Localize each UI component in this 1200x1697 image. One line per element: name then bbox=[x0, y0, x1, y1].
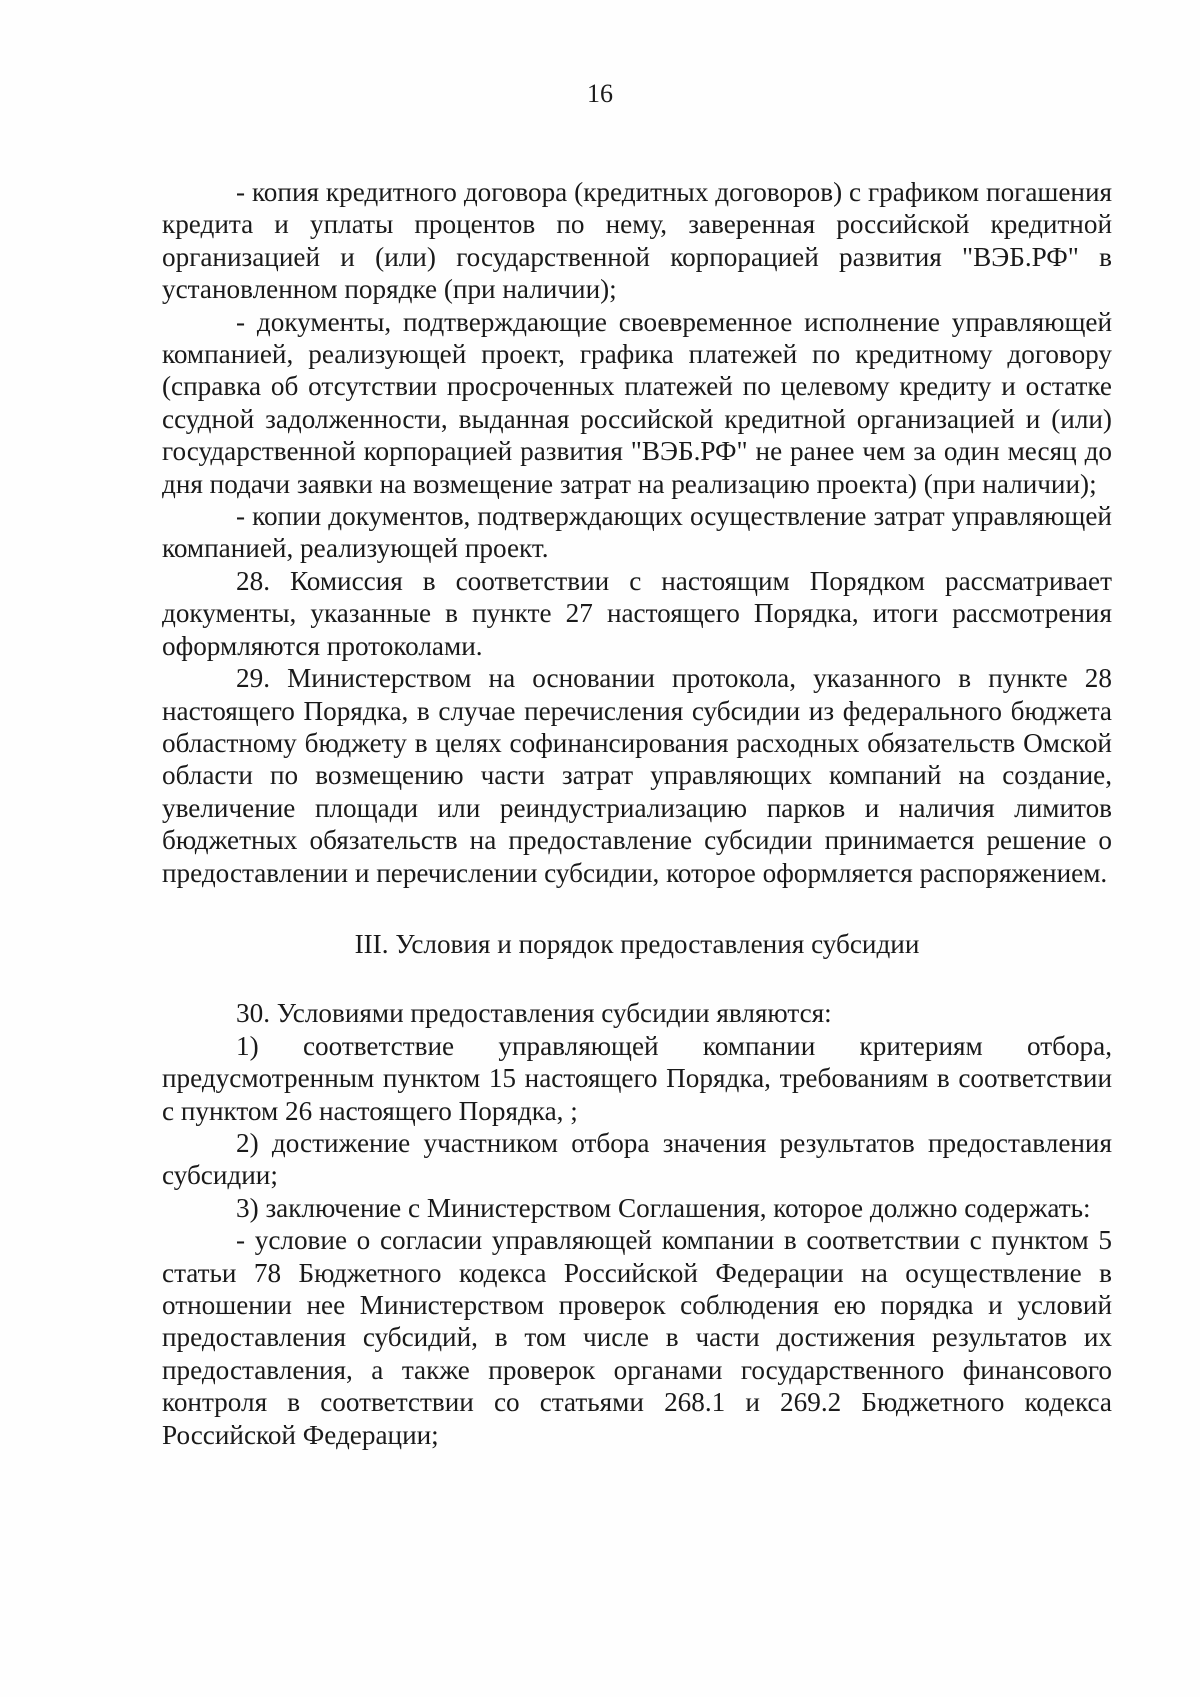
paragraph-consent-condition: - условие о согласии управляющей компании в соответствии с пунктом 5 статьи 78 Бюджетного кодекса Российской Федерации на осуществление в отношении нее Министерством проверок соблюдения ею порядка и условий предоставления субсидий, в том числе в части достижения результатов их предоставления, а также проверок органами государственного финансового контроля в соответствии со статьями 268.1 и 269.2 Бюджетного кодекса Российской Федерации; bbox=[162, 1225, 1112, 1450]
page-number: 16 bbox=[587, 79, 613, 108]
paragraph-credit-agreement-copy: - копия кредитного договора (кредитных договоров) с графиком погашения кредита и уплаты процентов по нему, заверенная российской кредитной организацией и (или) государственной корпорацией развития "ВЭБ.РФ" в установленном порядке (при наличии); bbox=[162, 177, 1112, 305]
paragraph-item-29: 29. Министерством на основании протокола, указанного в пункте 28 настоящего Порядка, в случае перечисления субсидии из федерального бюджета областному бюджету в целях софинансирования расходных обязательств Омской области по возмещению части затрат управляющих компаний на создание, увеличение площади или реиндустриализацию парков и наличия лимитов бюджетных обязательств на предоставление субсидии принимается решение о предоставлении и перечислении субсидии, которое оформляется распоряжением. bbox=[162, 663, 1112, 888]
paragraph-payment-schedule-documents: - документы, подтверждающие своевременное исполнение управляющей компанией, реализующей проект, графика платежей по кредитному договору (справка об отсутствии просроченных платежей по целевому кредиту и остатке ссудной задолженности, выданная российской кредитной организацией и (или) государственной корпорацией развития "ВЭБ.РФ" не ранее чем за один месяц до дня подачи заявки на возмещение затрат на реализацию проекта) (при наличии); bbox=[162, 306, 1112, 499]
paragraph-condition-1: 1) соответствие управляющей компании критериям отбора, предусмотренным пунктом 15 настоящего Порядка, требованиям в соответствии с пунктом 26 настоящего Порядка, ; bbox=[162, 1030, 1112, 1126]
paragraph-condition-3: 3) заключение с Министерством Соглашения, которое должно содержать: bbox=[236, 1192, 1091, 1223]
paragraph-expense-documents: - копии документов, подтверждающих осуществление затрат управляющей компанией, реализующей проект. bbox=[162, 501, 1112, 564]
paragraph-condition-2: 2) достижение участником отбора значения результатов предоставления субсидии; bbox=[162, 1127, 1112, 1191]
paragraph-item-28: 28. Комиссия в соответствии с настоящим Порядком рассматривает документы, указанные в пункте 27 настоящего Порядка, итоги рассмотрения оформляются протоколами. bbox=[162, 565, 1112, 661]
paragraph-item-30: 30. Условиями предоставления субсидии являются: bbox=[236, 998, 832, 1029]
section-heading: III. Условия и порядок предоставления субсидии bbox=[354, 928, 920, 959]
document-body bbox=[162, 176, 1112, 1451]
